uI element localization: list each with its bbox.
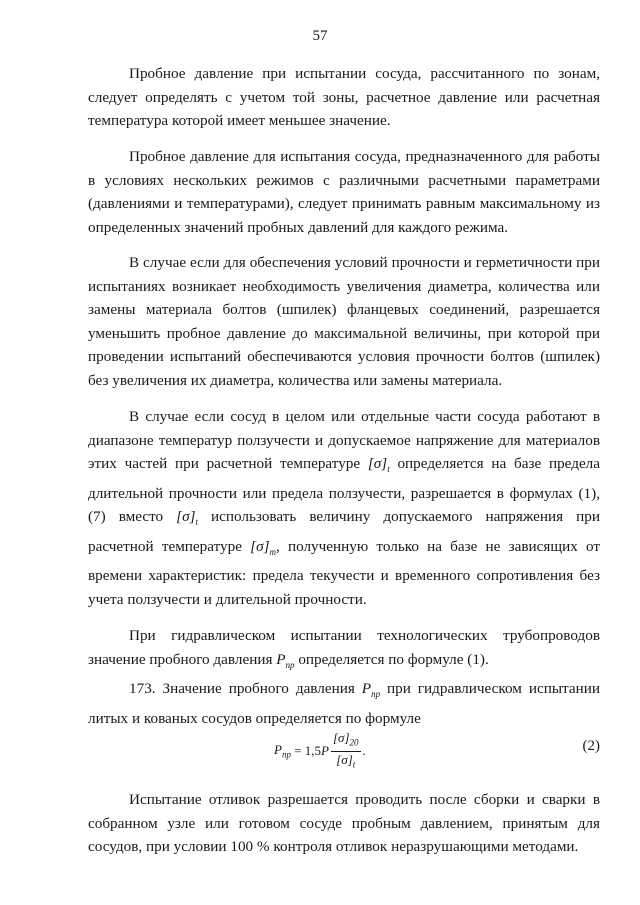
paragraph-7: Испытание отливок разрешается проводить после сборки и сварки в собранном узле или готовом сосуде пробным давлением, принятым для сосудов, при условии 100 % контроля отливок неразрушающими методами. — [88, 791, 600, 855]
formula-end: . — [362, 743, 366, 759]
formula-fraction — [331, 730, 361, 772]
p4-text-2: определяется на базе предела длительной прочности или предела ползучести, разрешается в формулах (1), (7) вместо — [88, 455, 601, 526]
fraction-numerator: $[\sigma]_{20}$ — [331, 730, 361, 752]
p4-text-3: использовать величину допускаемого напряжения при расчетной температуре — [88, 508, 600, 555]
equation-number: (2) — [582, 738, 600, 754]
test-pressure-symbol: $P_{пр}$ — [276, 650, 295, 670]
p5-text-1: При гидравлическом испытании технологических трубопроводов значение пробного давления — [88, 627, 600, 668]
paragraph-2: Пробное давление для испытания сосуда, предназначенного для работы в условиях нескольких режимов с различными расчетными параметрами (давлениями и температурами), следует принимать равным максимальному из определенных значений пробных давлений для каждого режима. — [88, 148, 600, 236]
test-pressure-symbol-2: $P_{пр}$ — [361, 680, 381, 700]
p4-text-1: В случае если сосуд в целом или отдельные части сосуда работают в диапазоне температур ползучести и допускаемое напряжение для материалов этих частей при расчетной температуре — [88, 408, 600, 472]
paragraph-6 — [88, 677, 600, 730]
fraction-denominator: $[\sigma]_t$ — [336, 751, 356, 770]
stress-symbol-t: $[\sigma]_t$ — [367, 455, 390, 475]
paragraph-3: В случае если для обеспечения условий прочности и герметичности при испытаниях возникает необходимость увеличения диаметра, количества или замены материала болтов (шпилек) фланцевых соединений, разрешается уменьшить пробное давление до максимальной величины, при которой при проведении испытаний обеспечиваются условия прочности болтов (шпилек) без увеличения их диаметра, количества или замены материала. — [88, 254, 600, 389]
formula-coefficient: = 1,5 — [290, 743, 322, 759]
formula-expression — [274, 730, 366, 772]
p4-text-4: , полученную только на базе не зависящих от времени характеристик: предела текучести и временного сопротивления без учета ползучести и длительной прочности. — [88, 537, 600, 608]
paragraph-1: Пробное давление при испытании сосуда, рассчитанного по зонам, следует определять с учетом той зоны, расчетное давление или расчетная температура которой имеет меньшее значение. — [88, 65, 600, 129]
paragraph-5 — [88, 624, 600, 677]
p6-text-2: при гидравлическом испытании литых и кованых сосудов определяется по формуле — [88, 680, 600, 727]
formula-2 — [88, 726, 600, 770]
p5-text-2: определяется по формуле (1). — [294, 650, 489, 668]
page-number: 57 — [312, 28, 328, 44]
p6-text-1: 173. Значение пробного давления — [129, 680, 362, 697]
stress-symbol-m: $[\sigma]_m$ — [250, 537, 276, 557]
paragraph-4 — [88, 405, 600, 611]
formula-lhs: $P_{пр}$ — [274, 742, 291, 760]
stress-symbol-t-2: $[\sigma]_t$ — [176, 508, 198, 528]
formula-p: P — [321, 743, 329, 759]
